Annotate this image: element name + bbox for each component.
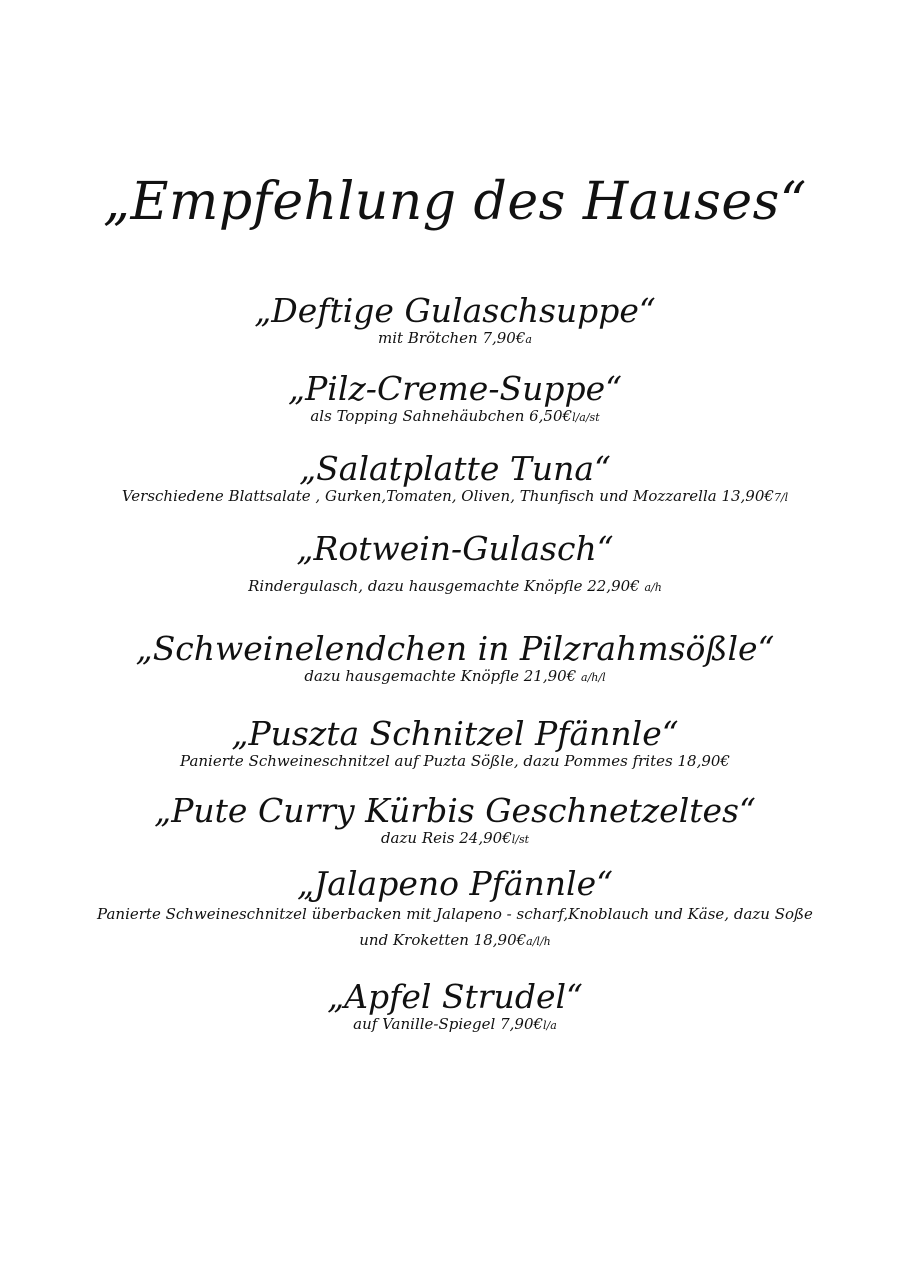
dish-desc-text: dazu hausgemachte Knöpfle 21,90€ [304,667,577,685]
allergen-codes: a [525,333,532,346]
dish-desc-text: auf Vanille-Spiegel 7,90€ [353,1015,544,1033]
dish-name: „Schweinelendchen in Pilzrahmsößle“ [135,629,775,668]
dish-item [0,530,910,598]
dish-description [0,486,910,508]
dish-name: „Jalapeno Pfännle“ [296,864,614,903]
allergen-codes: a/h/l [581,671,606,684]
dish-item [0,292,910,350]
dish-name: „Puszta Schnitzel Pfännle“ [231,714,679,753]
dish-item [0,865,910,955]
dish-desc-text: Panierte Schweineschnitzel überbacken mit Jalapeno - scharf,Knoblauch und Käse, dazu Soße und Kroketten 18,90€ [97,905,813,949]
allergen-codes: l/st [511,833,530,846]
dish-name: „Pilz-Creme-Suppe“ [288,369,622,408]
allergen-codes: l/a [543,1019,557,1032]
allergen-codes: l/a/st [572,411,600,424]
allergen-codes: a/h [644,581,662,594]
dish-desc-text: Panierte Schweineschnitzel auf Puzta Sößle, dazu Pommes frites 18,90€ [180,752,730,770]
dish-description [0,751,910,773]
dish-description [0,406,910,428]
dish-description [0,328,910,350]
dish-name: „Rotwein-Gulasch“ [296,529,614,568]
dish-description [0,1014,910,1036]
dish-item [0,792,910,850]
dish-description [95,901,815,955]
dish-name: „Salatplatte Tuna“ [299,449,611,488]
dish-desc-text: als Topping Sahnehäubchen 6,50€ [310,407,573,425]
dish-description [0,666,910,688]
dish-desc-text: dazu Reis 24,90€ [380,829,512,847]
dish-name: „Apfel Strudel“ [327,977,583,1016]
menu-title: „Empfehlung des Hauses“ [103,172,807,232]
dish-item [0,715,910,773]
allergen-codes: 7/l [773,491,789,504]
dish-description [0,828,910,850]
dish-desc-text: mit Brötchen 7,90€ [378,329,526,347]
dish-item [0,630,910,688]
dish-name: „Deftige Gulaschsuppe“ [254,291,656,330]
dish-desc-text: Rindergulasch, dazu hausgemachte Knöpfle 22,90€ [248,577,640,595]
dish-name: „Pute Curry Kürbis Geschnetzeltes“ [154,791,756,830]
dish-item [0,978,910,1036]
dish-desc-text: Verschiedene Blattsalate , Gurken,Tomaten, Oliven, Thunfisch und Mozzarella 13,90€ [121,487,774,505]
dish-description [0,576,910,598]
dish-item [0,370,910,428]
dish-item [0,450,910,508]
allergen-codes: a/l/h [526,935,551,948]
